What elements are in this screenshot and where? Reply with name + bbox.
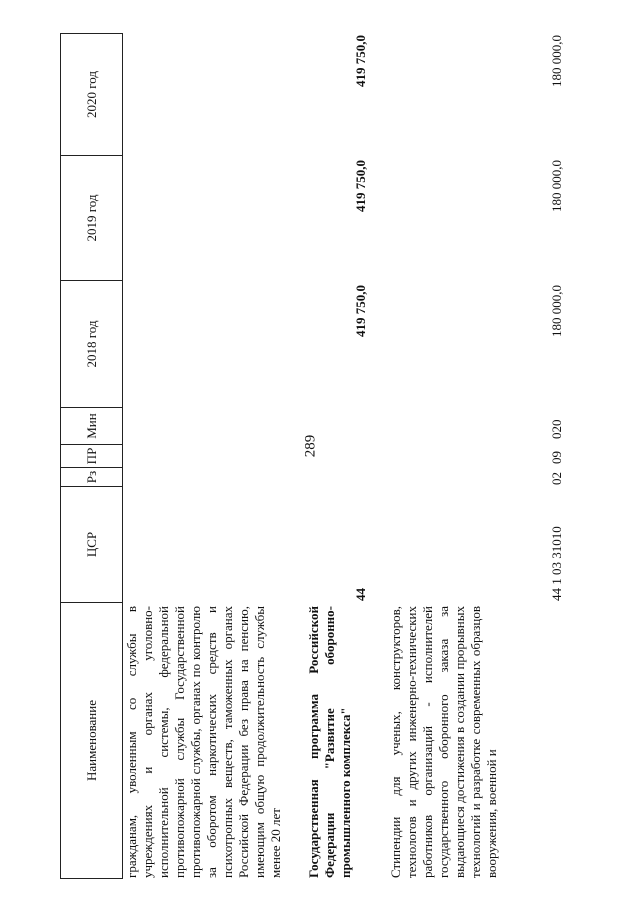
table-row bbox=[388, 33, 572, 879]
header-min: Мин bbox=[61, 408, 122, 445]
row-2019: 180 000,0 bbox=[549, 160, 564, 212]
header-pr: ПР bbox=[61, 445, 122, 468]
table-header bbox=[60, 33, 123, 879]
header-2018: 2018 год bbox=[61, 281, 122, 408]
row-2020: 419 750,0 bbox=[353, 35, 368, 87]
header-2019: 2019 год bbox=[61, 156, 122, 281]
row-csr: 44 bbox=[353, 588, 368, 601]
header-2020: 2020 год bbox=[61, 33, 122, 156]
budget-table bbox=[60, 33, 572, 879]
header-name: Наименование bbox=[61, 603, 122, 879]
row-rz: 02 bbox=[549, 472, 564, 485]
row-min: 020 bbox=[549, 419, 564, 439]
row-csr: 44 1 03 31010 bbox=[549, 526, 564, 601]
row-pr: 09 bbox=[549, 451, 564, 464]
page-number: 289 bbox=[302, 434, 319, 458]
table-row bbox=[306, 33, 376, 879]
row-2018: 180 000,0 bbox=[549, 285, 564, 337]
row-name: Государственная программа Российской Федерации "Развитие оборонно-промышленного комплекса" bbox=[306, 606, 353, 878]
row-name: Стипендии для ученых, конструкторов, технологов и других инженерно-технических работников организаций - исполнителей государственного оборонного заказа за выдающиеся достижения в создании прорывных технологий и разработке современных образцов вооружения, военной и bbox=[388, 606, 499, 878]
header-csr: ЦСР bbox=[61, 487, 122, 603]
header-rz: Рз bbox=[61, 468, 122, 487]
table-row bbox=[124, 33, 294, 879]
row-2018: 419 750,0 bbox=[353, 285, 368, 337]
row-2020: 180 000,0 bbox=[549, 35, 564, 87]
row-name: гражданам, уволенным со службы в учреждениях и органах уголовно-исполнительной системы, федеральной противопожарной службы Государственной противопожарной службы, органах по контролю за оборотом наркотических средств и психотропных веществ, таможенных органах Российской Федерации без права на пенсию, имеющим общую продолжительность службы менее 20 лет bbox=[124, 606, 283, 878]
row-2019: 419 750,0 bbox=[353, 160, 368, 212]
